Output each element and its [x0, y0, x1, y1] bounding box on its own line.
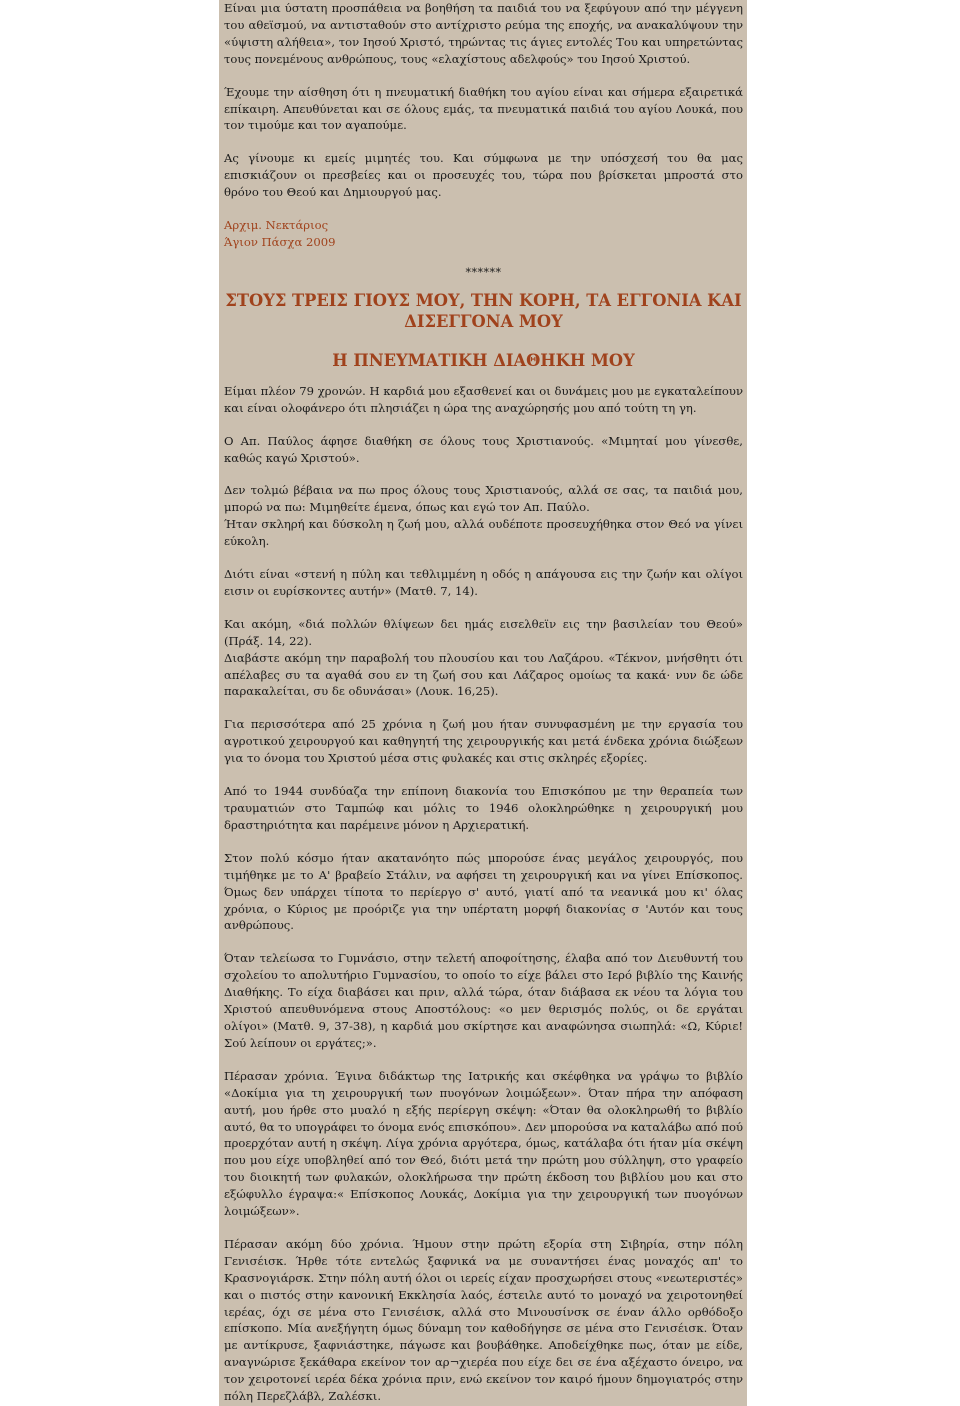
- body-paragraph: Στον πολύ κόσμο ήταν ακατανόητο πώς μπορούσε ένας μεγάλος χειρουργός, που τιμήθηκε με το Α' βραβείο Στάλιν, να αφήσει τη χειρουργική και να γίνει Επίσκοπος. Όμως δεν υπάρχει τίποτα το περίεργο σ' αυτό, γιατί από τα νεανικά μου κι' όλας χρόνια, ο Κύριος με προόριζε για την υπέρτατη μορφή διακονίας σ 'Αυτόν και τους ανθρώπους.: [224, 850, 743, 933]
- body-paragraph: Για περισσότερα από 25 χρόνια η ζωή μου ήταν συνυφασμένη με την εργασία του αγροτικού χειρουργού και καθηγητή της χειρουργικής και μετά ένδεκα χρόνια διώξεων για το όνομα του Χριστού μέσα στις φυλακές και στις σκληρές εξορίες.: [224, 717, 743, 766]
- document-page: [219, 0, 747, 1406]
- section-separator: ******: [465, 265, 502, 279]
- testament-title: Η ΠΝΕΥΜΑΤΙΚΗ ΔΙΑΘΗΚΗ ΜΟΥ: [332, 350, 635, 370]
- body-paragraph: Είμαι πλέον 79 χρονών. Η καρδιά μου εξασθενεί και οι δυνάμεις μου με εγκαταλείπουν και είναι ολοφάνερο ότι πλησιάζει η ώρα της αναχώρησής μου από τούτη τη γη.: [224, 383, 743, 415]
- dedication-heading: ΣΤΟΥΣ ΤΡΕΙΣ ΓΙΟΥΣ ΜΟΥ, ΤΗΝ ΚΟΡΗ, ΤΑ ΕΓΓΟΝΙΑ ΚΑΙ ΔΙΣΕΓΓΟΝΑ ΜΟΥ: [225, 290, 742, 331]
- intro-paragraph: Ας γίνουμε κι εμείς μιμητές του. Και σύμφωνα με την υπόσχεσή του θα μας επισκιάζουν οι πρεσβείες και οι προσευχές του, τώρα που βρίσκεται μπροστά στο θρόνο του Θεού και Δημιουργού μας.: [224, 151, 743, 200]
- signature-block: [224, 217, 743, 251]
- body-paragraph: Πέρασαν ακόμη δύο χρόνια. Ήμουν στην πρώτη εξορία στη Σιβηρία, στην πόλη Γενισέισκ. Ήρθε τότε εντελώς ξαφνικά να με συναντήσει ένας μοναχός απ' το Κρασνογιάρσκ. Στην πόλη αυτή όλοι οι ιερείς είχαν προσχωρήσει στους «νεωτεριστές» και ο πιστός στην κανονική Εκκλησία λαός, έστειλε αυτό το μοναχό να χειροτονηθεί ιερέας, όχι σε μένα στο Γενισέισκ, αλλά στο Μινουσίνσκ σε έναν άλλο ορθόδοξο επίσκοπο. Μία ανεξήγητη όμως δύναμη τον καθοδήγησε σε μένα στο Γενισέισκ. Όταν με αντίκρυσε, ξαφνιάστηκε, πάγωσε και βουβάθηκε. Αποδείχθηκε πως, όταν με είδε, αναγνώρισε ξεκάθαρα εκείνον τον αρ¬χιερέα που είχε δει σε ένα αξέχαστο όνειρο, να τον χειροτονεί ιερέα δέκα χρόνια πριν, ενώ εκείνον τον καιρό ήμουν δημογιατρός στην πόλη Περεζλάβλ, Ζαλέσκι.: [224, 1236, 743, 1404]
- body-paragraph: Διότι είναι «στενή η πύλη και τεθλιμμένη η οδός η απάγουσα εις την ζωήν και ολίγοι εισιν οι ευρίσκοντες αυτήν» (Ματθ. 7, 14).: [224, 567, 743, 598]
- intro-paragraph: Έχουμε την αίσθηση ότι η πνευματική διαθήκη του αγίου είναι και σήμερα εξαιρετικά επίκαιρη. Απευθύνεται και σε όλους εμάς, τα πνευματικά παιδιά του αγίου Λουκά, που τον τιμούμε και τον αγαπούμε.: [224, 84, 743, 133]
- body-paragraph: Διαβάστε ακόμη την παραβολή του πλουσίου και του Λαζάρου. «Τέκνον, μνήσθητι ότι απέλαβες συ τα αγαθά σου εν τη ζωή σου και Λάζαρος ομοίως τα κακά· νυν δε ώδε παρακαλείται, συ δε οδυνάσαι» (Λουκ. 16,25).: [224, 650, 743, 699]
- intro-paragraph: Είναι μια ύστατη προσπάθεια να βοηθήση τα παιδιά του να ξεφύγουν από την μέγγενη του αθεϊσμού, να αντισταθούν στο αντίχριστο ρεύμα της εποχής, να ανακαλύψουν την «ύψιστη αλήθεια», τον Ιησού Χριστό, τηρώντας τις άγιες εντολές Του και υπηρετώντας τους πονεμένους ανθρώπους, τους «ελαχίστους αδελφούς» του Ιησού Χριστού.: [224, 1, 743, 66]
- body-paragraph: Όταν τελείωσα το Γυμνάσιο, στην τελετή αποφοίτησης, έλαβα από τον Διευθυντή του σχολείου το απολυτήριο Γυμνασίου, το οποίο το είχε βάλει στο Ιερό βιβλίο της Καινής Διαθήκης. Το είχα διαβάσει και πριν, αλλά τώρα, όταν διάβασα εκ νέου τα λόγια του Χριστού απευθυνόμενα στους Αποστόλους: «ο μεν θερισμός πολύς, οι δε εργάται ολίγοι» (Ματθ. 9, 37-38), η καρδιά μου σκίρτησε και αναφώνησα σιωπηλά: «Ω, Κύριε! Σού λείπουν οι εργάτες;».: [224, 951, 743, 1050]
- body-paragraph: Από το 1944 συνδύαζα την επίπονη διακονία του Επισκόπου με την θεραπεία των τραυματιών στο Ταμπώφ και μόλις το 1946 ολοκληρώθηκε η χειρουργική μου δραστηριότητα και παρέμεινε μόνον η Αρχιερατική.: [224, 784, 743, 832]
- body-paragraph: Ο Απ. Παύλος άφησε διαθήκη σε όλους τους Χριστιανούς. «Μιμηταί μου γίνεσθε, καθώς καγώ Χριστού».: [224, 433, 743, 465]
- signature-name: Αρχιμ. Νεκτάριος: [224, 218, 329, 233]
- body-paragraph: Πέρασαν χρόνια. Έγινα διδάκτωρ της Ιατρικής και σκέφθηκα να γράψω το βιβλίο «Δοκίμια για τη χειρουργική των πυογόνων λοιμώξεων». Όταν πήρα την απόφαση αυτή, μου ήρθε στο μυαλό η εξής περίεργη σκέψη: «Όταν θα ολοκληρωθή το βιβλίο αυτό, θα το υπογράφει το όνομα ενός επισκόπου». Δεν μπορούσα να καταλάβω από πού προερχόταν αυτή η σκέψη. Λίγα χρόνια αργότερα, όμως, κατάλαβα ότι ήταν μία σκέψη που μου είχε υποβληθεί από τον Θεό, διότι μετά την πρώτη μου σύλληψη, στο γραφείο του διοικητή των φυλακών, ολοκλήρωσα την πρώτη έκδοση του βιβλίου μου και στο εξώφυλλο έγραψα:« Επίσκοπος Λουκάς, Δοκίμια για την χειρουργική των πυογόνων λοιμώξεων».: [224, 1068, 743, 1219]
- body-paragraph: Και ακόμη, «διά πολλών θλίψεων δει ημάς εισελθεϊν εις την βασιλείαν του Θεού» (Πράξ. 14, 22).: [224, 616, 743, 648]
- body-paragraph: Δεν τολμώ βέβαια να πω προς όλους τους Χριστιανούς, αλλά σε σας, τα παιδιά μου, μπορώ να πω: Μιμηθείτε έμενα, όπως και εγώ τον Απ. Παύλο.: [224, 483, 743, 515]
- body-paragraph: Ήταν σκληρή και δύσκολη η ζωή μου, αλλά ουδέποτε προσευχήθηκα στον Θεό να γίνει εύκολη.: [224, 517, 743, 549]
- signature-date: Άγιον Πάσχα 2009: [224, 234, 336, 249]
